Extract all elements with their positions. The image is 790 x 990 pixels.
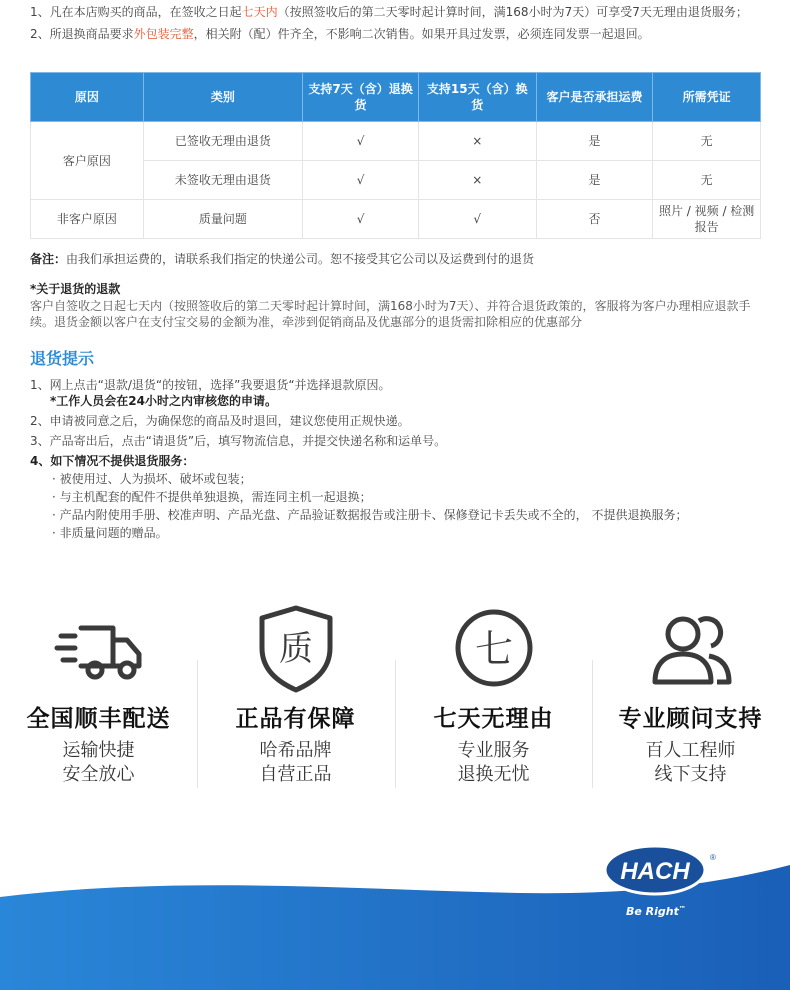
cell-proof: 照片 / 视频 / 检测报告: [653, 200, 761, 239]
note-text: 由我们承担运费的，请联系我们指定的快递公司。恕不接受其它公司以及运费到付的退货: [66, 252, 535, 266]
intro-line-2-text: 2、所退换商品要求: [30, 27, 134, 41]
cell-proof: 无: [653, 122, 761, 161]
intro-text: [30, 4, 760, 48]
intro-line-1: [30, 4, 760, 20]
feature-seven-day: [395, 600, 592, 787]
feature-line: 专业服务: [457, 740, 530, 761]
header-reason: 原因: [31, 73, 144, 122]
return-policy-table: [30, 72, 761, 239]
tip-step-3: 3、产品寄出后，点击“请退货”后，填写物流信息，并提交快递名称和运单号。: [30, 434, 447, 448]
feature-line: 线下支持: [654, 764, 727, 785]
header-category: 类别: [143, 73, 303, 122]
tip-step-2: 2、申请被同意之后，为确保您的商品及时退回，建议您使用正规快递。: [30, 414, 410, 428]
return-tips-title: 退货提示: [30, 349, 95, 368]
cell-15day: √: [418, 200, 536, 239]
return-tips-list: [30, 377, 765, 543]
shield-quality-icon: [248, 600, 344, 696]
note-label: 备注：: [30, 252, 67, 266]
header-15day: 支持15天（含）换货: [418, 73, 536, 122]
feature-title: 七天无理由: [433, 706, 554, 732]
exclusion-item: · 被使用过、人为损坏、破坏或包装；: [52, 472, 252, 486]
feature-line: 退换无忧: [457, 764, 530, 785]
header-shipping: 客户是否承担运费: [536, 73, 653, 122]
feature-line: 运输快捷: [62, 740, 135, 761]
feature-quality: [197, 600, 394, 787]
intro-line-2-rest: ，相关附（配）件齐全，不影响二次销售。如果开具过发票，必须连同发票一起退回。: [193, 27, 650, 41]
cell-7day: √: [303, 161, 419, 200]
header-proof: 所需凭证: [653, 73, 761, 122]
feature-line: 自营正品: [259, 764, 332, 785]
cell-shipping: 是: [536, 161, 653, 200]
svg-text:HACH: HACH: [620, 858, 690, 885]
truck-icon: [51, 600, 147, 696]
svg-text:质: 质: [278, 629, 313, 669]
svg-text:®: ®: [710, 853, 716, 862]
cell-shipping: 是: [536, 122, 653, 161]
svg-text:七: 七: [474, 627, 513, 671]
tip-step-4: 4、如下情况不提供退货服务：: [30, 454, 195, 468]
exclusion-item: · 产品内附使用手册、校准声明、产品光盘、产品验证数据报告或注册卡、保修登记卡丢失或不全的， 不提供退换服务；: [52, 508, 688, 522]
feature-title: 专业顾问支持: [618, 706, 763, 732]
table-row: [31, 200, 761, 239]
feature-shipping: [0, 600, 197, 787]
tagline-text: Be Right: [626, 905, 679, 918]
intro-line-1-highlight: 七天内: [241, 5, 278, 19]
service-features: [0, 600, 790, 800]
tip-step-1-note: *工作人员会在24小时之内审核您的申请。: [50, 394, 277, 408]
shipping-note: [30, 250, 534, 267]
feature-line: 百人工程师: [645, 740, 736, 761]
cell-7day: √: [303, 200, 419, 239]
feature-title: 正品有保障: [235, 706, 356, 732]
feature-consultant: [592, 600, 789, 787]
refund-text: 客户自签收之日起七天内（按照签收后的第二天零时起计算时间，满168小时为7天）、并符合退货政策的，客服将为客户办理相应退款手续。退货金额以客户在支付宝交易的金额为准，牵涉到促销商品及优惠部分的退货需扣除相应的优惠部分: [30, 299, 751, 329]
cell-7day: √: [303, 122, 419, 161]
table-row: [31, 122, 761, 161]
header-7day: 支持7天（含）退换货: [303, 73, 419, 122]
cell-proof: 无: [653, 161, 761, 200]
brand-tagline: [626, 905, 686, 918]
cell-category: 未签收无理由退货: [143, 161, 303, 200]
cell-category: 已签收无理由退货: [143, 122, 303, 161]
table-header-row: [31, 73, 761, 122]
cell-shipping: 否: [536, 200, 653, 239]
feature-line: 安全放心: [62, 764, 135, 785]
reason-non-customer: 非客户原因: [31, 200, 144, 239]
intro-line-2-highlight: 外包装完整: [133, 27, 194, 41]
feature-line: 哈希品牌: [259, 740, 332, 761]
cell-category: 质量问题: [143, 200, 303, 239]
people-icon: [643, 600, 739, 696]
cell-15day: ×: [418, 122, 536, 161]
cell-15day: ×: [418, 161, 536, 200]
refund-title: *关于退货的退款: [30, 282, 121, 296]
exclusion-item: · 非质量问题的赠品。: [52, 526, 168, 540]
tip-step-1: 1、网上点击“退款/退货“的按钮，选择”我要退货“并选择退款原因。: [30, 378, 391, 392]
tagline-tm: ™: [678, 905, 686, 913]
feature-title: 全国顺丰配送: [26, 706, 171, 732]
reason-customer: 客户原因: [31, 122, 144, 200]
exclusion-item: · 与主机配套的配件不提供单独退换，需连同主机一起退换；: [52, 490, 372, 504]
intro-line-1-rest: （按照签收后的第二天零时起计算时间，满168小时为7天）可享受7天无理由退货服务；: [277, 5, 748, 19]
intro-line-2: [30, 26, 760, 42]
seven-circle-icon: [446, 600, 542, 696]
intro-line-1-text: 1、凡在本店购买的商品，在签收之日起: [30, 5, 242, 19]
